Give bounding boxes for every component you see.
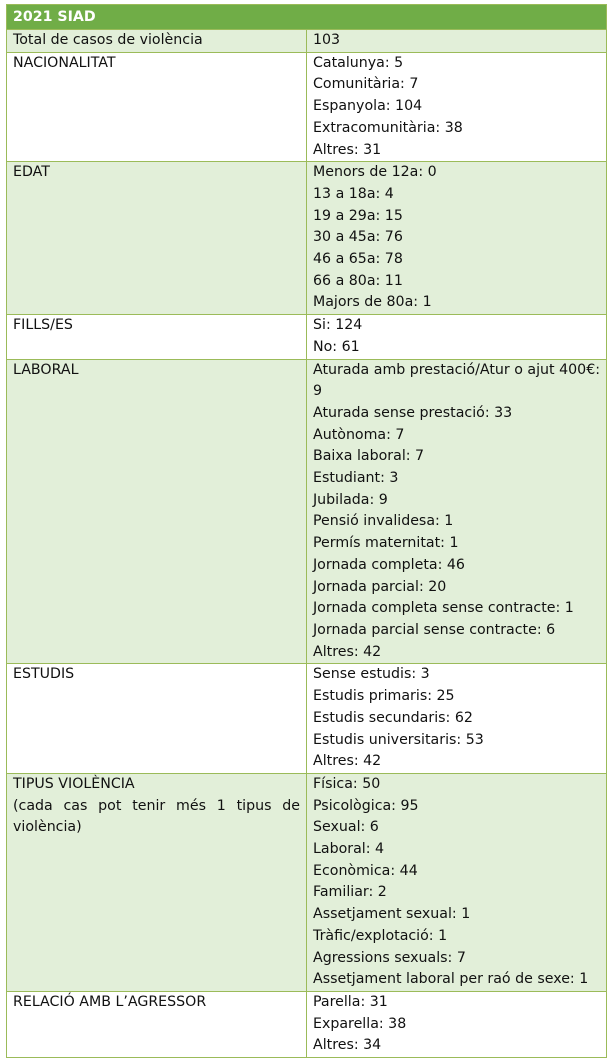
value-line: 46 a 65a: 78: [313, 251, 403, 268]
value-line: Jubilada: 9: [313, 491, 388, 508]
value-line: Psicològica: 95: [313, 797, 419, 814]
table-row-relacio-agressor: [7, 991, 607, 1057]
row-label: NACIONALITAT: [7, 52, 307, 162]
value-line: 13 a 18a: 4: [313, 185, 394, 202]
value-line: Exparella: 38: [313, 1015, 407, 1032]
row-values: [307, 664, 607, 774]
value-line: Jornada completa sense contracte: 1: [313, 600, 574, 617]
siad-table-container: [6, 4, 606, 1058]
table-row-tipus-violencia: [7, 773, 607, 991]
value-line: No: 61: [313, 338, 360, 355]
row-label: FILLS/ES: [7, 315, 307, 359]
row-values: [307, 162, 607, 315]
value-line: Econòmica: 44: [313, 862, 418, 879]
value-line: Autònoma: 7: [313, 426, 405, 443]
value-line: Espanyola: 104: [313, 98, 423, 115]
value-line: Jornada completa: 46: [313, 556, 465, 573]
value-line: Aturada amb prestació/Atur o ajut 400€: 9: [313, 361, 601, 400]
value-line: Altres: 31: [313, 141, 382, 158]
value-line: Estudis secundaris: 62: [313, 709, 473, 726]
value-line: Menors de 12a: 0: [313, 164, 437, 181]
value-line: Assetjament sexual: 1: [313, 906, 471, 923]
value-line: Laboral: 4: [313, 841, 385, 858]
table-row-laboral: [7, 359, 607, 664]
table-row-nacionalitat: [7, 52, 607, 162]
value-line: Altres: 42: [313, 753, 382, 770]
table-header-row: [7, 5, 607, 30]
value-line: Estudiant: 3: [313, 470, 399, 487]
row-values: [307, 773, 607, 991]
value-line: Permís maternitat: 1: [313, 535, 459, 552]
row-values: [307, 359, 607, 664]
row-label: TIPUS VIOLÈNCIA: [13, 775, 135, 792]
row-values: [307, 315, 607, 359]
row-label: ESTUDIS: [7, 664, 307, 774]
row-label: EDAT: [7, 162, 307, 315]
value-line: Assetjament laboral per raó de sexe: 1: [313, 971, 589, 988]
value-line: 19 a 29a: 15: [313, 207, 403, 224]
value-line: Catalunya: 5: [313, 54, 404, 71]
value-line: Estudis primaris: 25: [313, 688, 455, 705]
value-line: Familiar: 2: [313, 884, 387, 901]
value-line: Tràfic/explotació: 1: [313, 927, 448, 944]
value-line: Estudis universitaris: 53: [313, 731, 484, 748]
value-line: 30 a 45a: 76: [313, 229, 403, 246]
value-line: 66 a 80a: 11: [313, 272, 403, 289]
table-row-total: [7, 30, 607, 53]
row-values: [307, 991, 607, 1057]
row-note: (cada cas pot tenir més 1 tipus de violència): [13, 797, 300, 836]
value-line: 103: [313, 32, 341, 48]
row-values: [307, 52, 607, 162]
value-line: Agressions sexuals: 7: [313, 949, 466, 966]
table-row-edat: [7, 162, 607, 315]
row-label-cell: [7, 773, 307, 991]
value-line: Pensió invalidesa: 1: [313, 513, 454, 530]
table-row-fills: [7, 315, 607, 359]
value-line: Parella: 31: [313, 993, 388, 1010]
value-line: Sense estudis: 3: [313, 666, 430, 683]
row-label: Total de casos de violència: [7, 30, 307, 53]
row-label: LABORAL: [7, 359, 307, 664]
value-line: Extracomunitària: 38: [313, 119, 463, 136]
value-line: Comunitària: 7: [313, 76, 419, 93]
value-line: Si: 124: [313, 317, 363, 334]
table-row-estudis: [7, 664, 607, 774]
value-line: Majors de 80a: 1: [313, 294, 432, 311]
value-line: Baixa laboral: 7: [313, 448, 425, 465]
row-label: RELACIÓ AMB L’AGRESSOR: [7, 991, 307, 1057]
siad-table: [6, 4, 607, 1058]
table-title: 2021 SIAD: [7, 5, 607, 30]
value-line: Física: 50: [313, 775, 381, 792]
value-line: Jornada parcial sense contracte: 6: [313, 621, 556, 638]
value-line: Aturada sense prestació: 33: [313, 404, 513, 421]
value-line: Jornada parcial: 20: [313, 578, 447, 595]
value-line: Sexual: 6: [313, 819, 379, 836]
value-line: Altres: 34: [313, 1037, 382, 1054]
row-values: [307, 30, 607, 53]
value-line: Altres: 42: [313, 643, 382, 660]
